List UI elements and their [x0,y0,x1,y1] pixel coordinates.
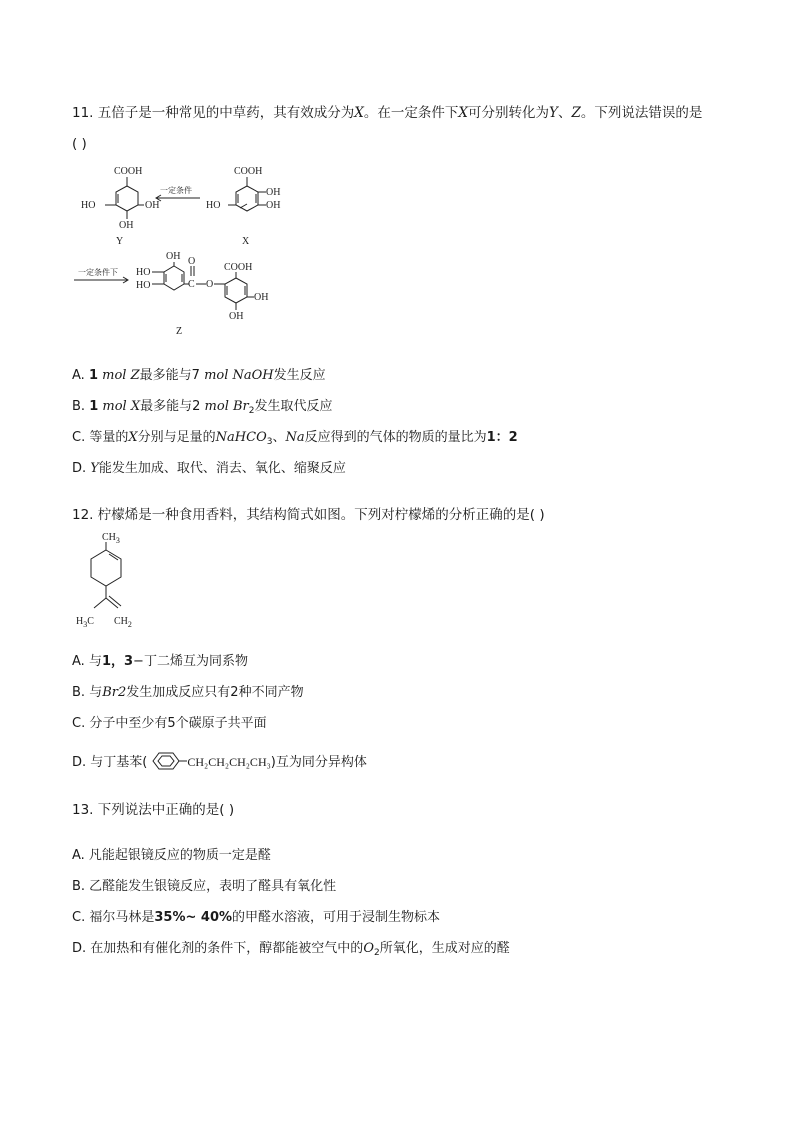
z-ester-o: O [206,279,214,290]
q12-option-a: A. 与1，3−丁二烯互为同系物 [72,654,248,669]
z-carbonyl-c: C [188,279,195,290]
x-ho-label: HO [206,200,221,211]
x-oh-lower-label: OH [266,200,281,211]
y-oh-bottom-label: OH [119,220,134,231]
x-oh-upper-label: OH [266,187,281,198]
q11-option-d: D. Y能发生加成、取代、消去、氧化、缩聚反应 [72,461,346,476]
q11-option-b: B. 1 mol X最多能与2 mol $Br_2$发生取代反应 [72,399,333,416]
q12-option-d: D. 与丁基苯( CH₂CH₂CH₂CH₃)互为同分异构体 [72,751,367,772]
arrow-to-z [74,267,128,283]
q13-option-d: D. 在加热和有催化剂的条件下，醇都能被空气中的$O_2$所氧化，生成对应的醛 [72,941,510,958]
limonene-ch2-label: $CH_2$ [114,616,132,629]
q13-option-a: A. 凡能起银镜反应的物质一定是醛 [72,848,271,863]
q13-stem: 13. 下列说法中正确的是( ) [72,802,235,818]
q11-stem: 11. 五倍子是一种常见的中草药，其有效成分为X。在一定条件下X可分别转化为Y、Z。下列说法错误的是 [72,105,703,121]
q13-option-c: C. 福尔马林是35%~ 40%的甲醛水溶液，可用于浸制生物标本 [72,910,441,925]
benzene-ring-inline-icon [147,751,187,771]
x-label: X [242,236,250,247]
z-ho-upper-label: HO [136,267,151,278]
q12-stem: 12. 柠檬烯是一种食用香料，其结构简式如图。下列对柠檬烯的分析正确的是( ) [72,507,545,523]
molecule-z [136,251,268,337]
molecule-y [81,166,159,247]
condition-label-1: 一定条件 [160,186,192,195]
q12-limonene-figure [72,528,162,628]
limonene-ch3-label: $CH_3$ [102,532,120,545]
q11-option-c: C. 等量的X分别与足量的NaHCO$_3$、Na反应得到的气体的物质的量比为1：2 [72,430,518,447]
y-label: Y [116,236,124,247]
arrow-x-to-y [156,185,200,201]
z-oh-right-label: OH [254,292,269,303]
z-label: Z [176,326,183,337]
q11-reaction-figure [72,162,302,342]
x-cooh-label: COOH [234,166,263,177]
y-cooh-label: COOH [114,166,143,177]
z-ho-lower-label: HO [136,280,151,291]
q12-option-c: C. 分子中至少有5个碳原子共平面 [72,716,267,731]
limonene-h3c-label: $H_3C$ [76,616,94,629]
z-carbonyl-o: O [188,256,196,267]
q13-option-b: B. 乙醛能发生银镜反应，表明了醛具有氧化性 [72,879,337,894]
y-ho-label: HO [81,200,96,211]
z-oh-top-label: OH [166,251,181,262]
z-oh-bottom-label: OH [229,311,244,322]
y-oh-right-label: OH [145,200,160,211]
q11-answer-paren: ( ) [72,136,87,152]
condition-label-2: 一定条件下 [78,268,118,277]
q12-option-b: B. 与Br2发生加成反应只有2种不同产物 [72,685,304,700]
molecule-x [206,166,280,247]
z-cooh-label: COOH [224,262,253,273]
q11-option-a: A. 1 mol Z最多能与7 mol NaOH发生反应 [72,368,326,383]
